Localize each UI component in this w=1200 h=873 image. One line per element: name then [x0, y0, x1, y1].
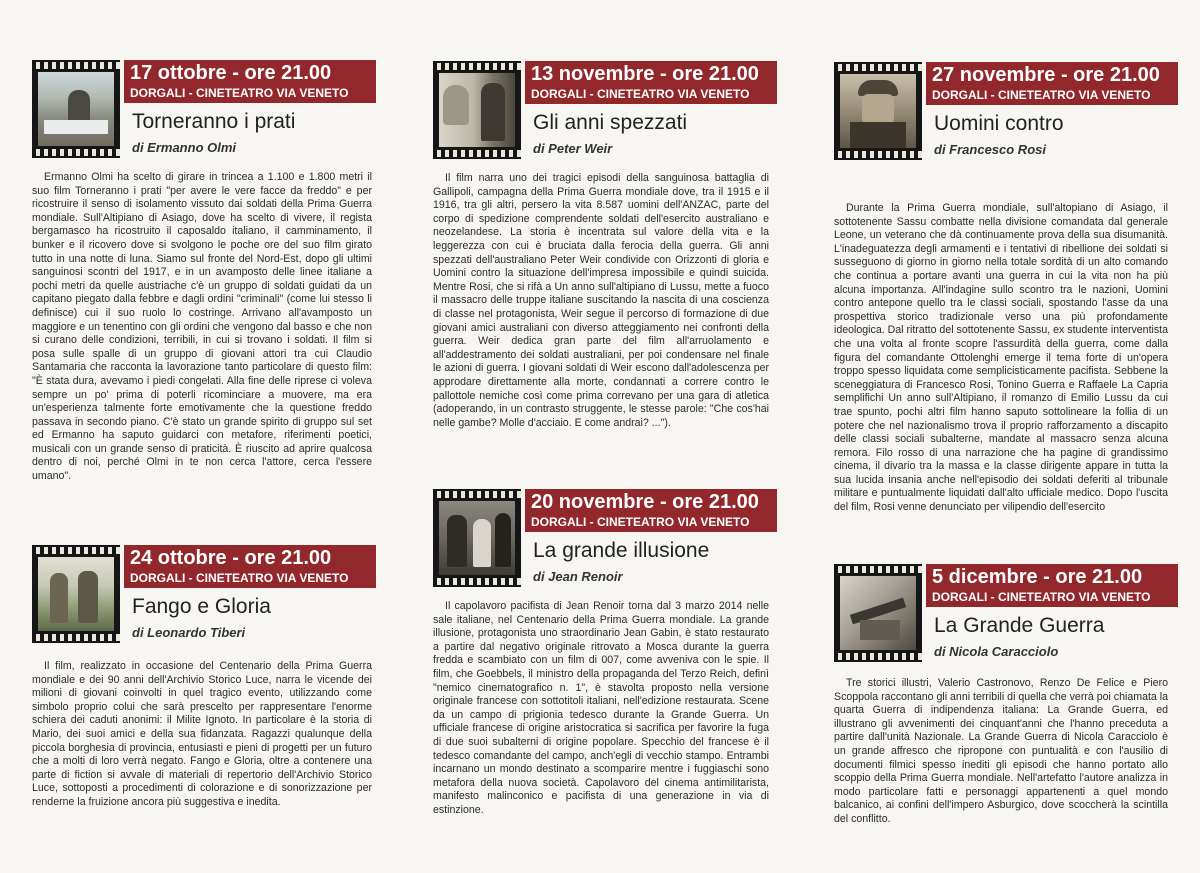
film-still-image [834, 62, 922, 160]
film-title: La Grande Guerra [934, 614, 1105, 637]
film-title: Fango e Gloria [132, 595, 271, 618]
film-still-image [433, 61, 521, 159]
film-director: di Nicola Caracciolo [934, 644, 1059, 659]
event-venue: DORGALI - CINETEATRO VIA VENETO [932, 88, 1151, 102]
event-venue: DORGALI - CINETEATRO VIA VENETO [531, 87, 750, 101]
film-title: Gli anni spezzati [533, 111, 688, 134]
film-director: di Jean Renoir [533, 569, 623, 584]
film-title: La grande illusione [533, 539, 710, 562]
film-description: Il capolavoro pacifista di Jean Renoir torna dal 3 marzo 2014 nelle sale italiane, nel Centenario della Prima Guerra mondiale. La grande illusione, protagonista uno straordinario Jean Gabin, è stato restaurato a partire dal negativo originale ritrovato a Mosca durante la guerra fredda e scambiato con un film di 007, come avveniva con le spie. Il film, che Goebbels, il ministro della propaganda del Terzo Reich, definì "nemico cinematografico n. 1", è stavolta proposto nella versione originale francese con sottotitoli italiani, nell'edizione restaurata. Scene da un campo di prigionia tedesco durante la Grande Guerra. Un ufficiale francese di origine aristocratica si sacrifica per favorire la fuga di due suoi subalterni di origine popolare. Specchio del francese è il tedesco comandante del campo, anch'egli di vecchio stampo. Entrambi incarnano un mondo destinato a scomparire mentre i fuggiaschi sono metafora della nuova società. Capolavoro del cinema antimilitarista, manifesto malinconico e pacifista di una generazione in via di estinzione. [433, 600, 769, 816]
event-header-band [926, 62, 1178, 105]
event-header-band [525, 61, 777, 104]
event-date: 24 ottobre - ore 21.00 [130, 547, 332, 569]
film-title: Uomini contro [934, 112, 1064, 135]
film-director: di Ermanno Olmi [132, 140, 237, 155]
event-venue: DORGALI - CINETEATRO VIA VENETO [932, 590, 1151, 604]
film-director: di Peter Weir [533, 141, 613, 156]
event-header-band [525, 489, 777, 532]
event-date: 17 ottobre - ore 21.00 [130, 62, 332, 84]
event-date: 5 dicembre - ore 21.00 [932, 566, 1143, 588]
film-description: Il film narra uno dei tragici episodi della sanguinosa battaglia di Gallipoli, campagna della Prima Guerra mondiale dove, tra il 1915 e il 1916, tra gli altri, persero la vita 8.587 uomini dell'ANZAC, parte del corpo di spedizione comprendente soldati dell'esercito australiano e neozelandese. La storia è incentrata sul valore della vita e la leggerezza con cui è bruciata dalla ferocia della guerra. Gli anni spezzati dell'australiano Peter Weir condivide con Orizzonti di gloria e Uomini contro la situazione dell'impresa impossibile e quindi suicida. Mentre Rosi, che si rifà a Un anno sull'altipiano di Lussu, mette a fuoco il massacro delle truppe italiane suscitando la nascita di una coscienza di classe nel protagonista, Weir segue il percorso di formazione di due giovani amici australiani con diverso atteggiamento nei confronti della guerra. Weir dedica gran parte del film all'arruolamento e all'addestramento dei soldati australiani, per poi condensare nel finale le azioni di guerra. I giovani soldati di Weir escono dall'adolescenza per approdare direttamente alla morte, condannati a correre contro le pallottole nemiche così come prima correvano per una gara di atletica (adoperando, in un contrasto struggente, le stesse parole: "Che cos'hai nelle gambe? Molle d'acciaio. E come andrai? ..."). [433, 172, 769, 429]
film-description: Tre storici illustri, Valerio Castronovo, Renzo De Felice e Piero Scoppola raccontano gli anni terribili di quella che verrà poi chiamata la quarta Guerra di indipendenza italiana: La Grande Guerra, ed illustrano gli avvenimenti dei cinquant'anni che l'hanno preceduta a partire dall'unità Nazionale. La Grande Guerra di Nicola Caracciolo è un grande affresco che ripropone con puntualità e con l'ausilio di documenti filmici spesso inediti gli episodi che hanno portato allo scoppio della Prima Guerra mondiale. Nell'artefatto l'autore analizza in modo particolare fatti e personaggi appartenenti a quel mondo balcanico, ai confini dell'impero Asburgico, dove scoccherà la scintilla del conflitto. [834, 677, 1168, 825]
event-date: 27 novembre - ore 21.00 [932, 64, 1160, 86]
event-date: 20 novembre - ore 21.00 [531, 491, 759, 513]
film-still-image [834, 564, 922, 662]
film-still-image [32, 545, 120, 643]
event-header-band [124, 545, 376, 588]
event-venue: DORGALI - CINETEATRO VIA VENETO [531, 515, 750, 529]
film-description: Il film, realizzato in occasione del Centenario della Prima Guerra mondiale e dei 90 anni dell'Archivio Storico Luce, narra le vicende dei milioni di giovani coinvolti in quel tragico evento, utilizzando come simbolo proprio colui che sarà prescelto per rappresentare l'enorme schiera dei caduti anonimi: il Milite Ignoto. In particolare è la storia di Mario, dei suoi amici e della sua fidanzata. Ragazzi qualunque della piccola borghesia di provincia, entusiasti e pieni di progetti per un futuro che a molti di loro verrà negato. Fango e Gloria, oltre a contenere una parte di fiction si avvale di materiali di repertorio dell'Archivio Storico Luce, sottoposti a procedimenti di colorazione e di sonorizzazione per renderne la fruizione ancora più suggestiva e inedita. [32, 660, 372, 808]
film-director: di Leonardo Tiberi [132, 625, 246, 640]
film-director: di Francesco Rosi [934, 142, 1046, 157]
event-header-band [926, 564, 1178, 607]
film-still-image [433, 489, 521, 587]
event-header-band [124, 60, 376, 103]
film-title: Torneranno i prati [132, 110, 296, 133]
film-description: Ermanno Olmi ha scelto di girare in trincea a 1.100 e 1.800 metri il suo film Torneranno i prati "per avere le vere facce da freddo" e per ricostruire il senso di isolamento vissuto dai soldati della Prima Guerra mondiale. Sull'Altipiano di Asiago, dove ha scelto di vivere, il regista bergamasco ha ricostruito il caposaldo italiano, il camminamento, il bunker e il ricovero dove si svolgono le poche ore del suo film girato tutto in una notte di luna. Siamo sul fronte del Nord-Est, dopo gli ultimi sanguinosi scontri del 1917, e in un avamposto delle linee italiane a pochi metri da quelle austriache c'è un gruppo di soldati guidati da un capitano piegato dalla febbre e dagli ordini "criminali" (come lui stesso li definisce) cui il suo ruolo lo costringe. Arrivano all'avamposto un maggiore e un tenentino con gli ordini che vengono dal basso e che non si curano delle condizioni, terribili, in cui si trovano i soldati. Il film si posa sulle spalle di un gruppo di giovani attori tra cui Claudio Santamaria che racconta la lavorazione tanto particolare di questo film: "È stata dura, avevamo i piedi congelati. Alla fine delle riprese ci voleva sempre un po' prima di poterli ricominciare a muovere, ma era un'esperienza talmente forte emotivamente che la questione freddo passava in secondo piano. C'è stato un grande spirito di gruppo sul set ed Ermanno ha saputo guidarci con metafore, riferimenti poetici, musicali con un grande senso di praticità. È riuscito ad aprire qualcosa dentro di noi, perché Olmi in te non cerca l'attore, cerca l'essere umano". [32, 171, 372, 483]
event-date: 13 novembre - ore 21.00 [531, 63, 759, 85]
film-description: Durante la Prima Guerra mondiale, sull'altopiano di Asiago, il sottotenente Sassu combatte nella divisione comandata dal generale Leone, un veterano che dà continuamente prova della sua disumanità. L'inadeguatezza degli armamenti e i tentativi di ribellione dei soldati si susseguono di giorno in giorno nella totale sordità di un alto comando che continua a portare avanti una guerra in cui la vita non ha più alcuna importanza. All'indagine sullo scontro tra le nazioni, Uomini contro antepone quello tra le classi sociali, spostando l'asse da una prospettiva storico tradizionale verso una più profondamente ideologica. Dal ritratto del sottotenente Sassu, ex studente interventista che una volta al fronte scopre l'assurdità della guerra, come dalla figura del comandante Ottolenghi emerge il tema forte di un'opera troppo spesso liquidata come semplicisticamente pacifista. Sebbene la sceneggiatura di Francesco Rosi, Tonino Guerra e Raffaele La Capria semplifichi Un anno sull'Altipiano, il romanzo di Emilio Lussu da cui trae spunto, pochi altri film hanno saputo sottolineare la follia di un potere che nel nazionalismo trova il proprio rafforzamento a discapito delle classi sociali subalterne, mandate al massacro senza alcuna remora. Filo rosso di una narrazione che ha pagine di grandissimo cinema, il divario tra la massa e la classe dirigente appare in tutta la sua lucida insania anche nell'episodio dei soldati deferiti al tribunale militare e puntualmente liquidati dall'alto ufficiale medico. Dopo l'uscita del film, Rosi venne denunciato per vilipendio dell'esercito [834, 202, 1168, 514]
event-venue: DORGALI - CINETEATRO VIA VENETO [130, 86, 349, 100]
film-still-image [32, 60, 120, 158]
event-venue: DORGALI - CINETEATRO VIA VENETO [130, 571, 349, 585]
